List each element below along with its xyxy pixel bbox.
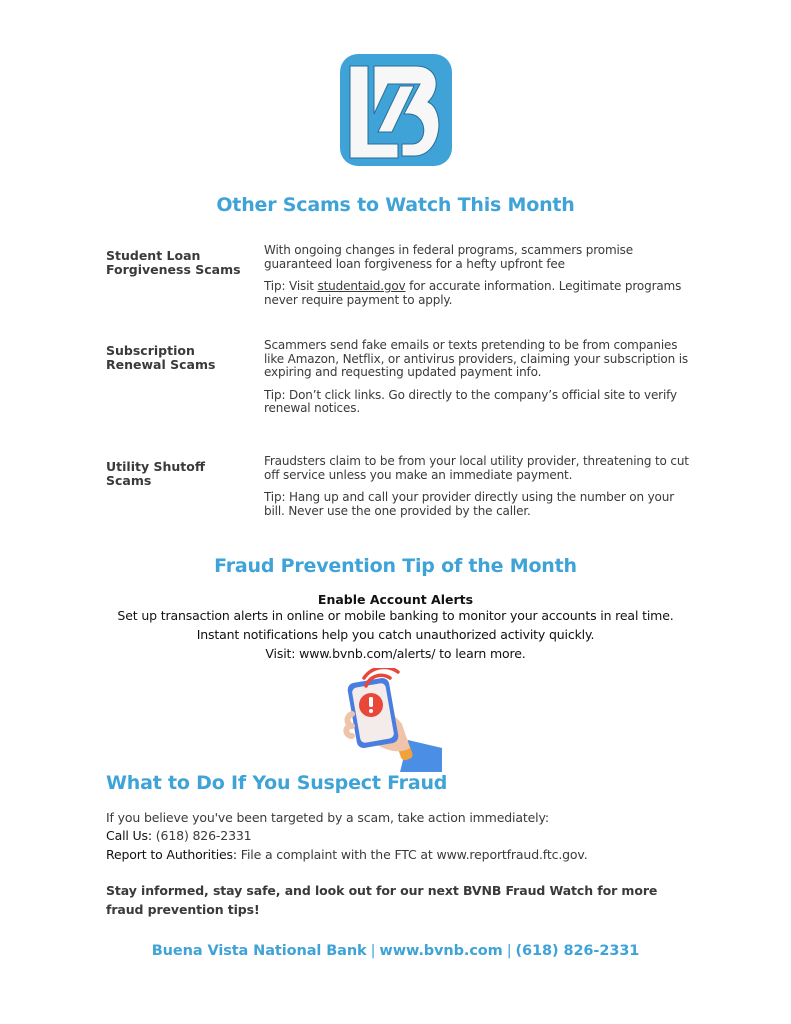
scam-label (106, 249, 256, 277)
footer-separator: | (506, 943, 512, 959)
scam-body (264, 339, 694, 425)
scam-description: Fraudsters claim to be from your local utility provider, threatening to cut off service unless you make an immediate payment. (264, 454, 689, 482)
scam-tip: Tip: Don’t click links. Go directly to the company’s official site to verify renewal notices. (264, 387, 677, 415)
studentaid-link[interactable]: studentaid.gov (317, 279, 406, 293)
scam-tip (264, 280, 694, 307)
scam-label-line: Utility Shutoff (106, 459, 205, 474)
footer-phone[interactable]: (618) 826-2331 (515, 943, 640, 959)
footer-separator: | (370, 943, 376, 959)
scam-description: With ongoing changes in federal programs, scammers promise guaranteed loan forgiveness for a hefty upfront fee (264, 243, 634, 271)
hand-holding-phone-alert-icon (338, 668, 448, 772)
footer-website[interactable]: www.bvnb.com (379, 943, 503, 959)
call-us-line (106, 828, 251, 843)
closing-message: Stay informed, stay safe, and look out for our next BVNB Fraud Watch for more fraud prevention tips! (106, 883, 658, 917)
report-value: File a complaint with the FTC at www.reportfraud.ftc.gov. (236, 847, 588, 862)
bvnb-logo (338, 52, 454, 168)
report-line (106, 847, 588, 862)
tip-suffix: for accurate information. Legitimate programs never require payment to apply. (264, 279, 682, 307)
scam-tip: Tip: Hang up and call your provider directly using the number on your bill. Never use the one provided by the caller. (264, 490, 674, 518)
tip-line-2: Instant notifications help you catch unauthorized activity quickly. (196, 627, 595, 642)
action-intro: If you believe you've been targeted by a scam, take action immediately: (106, 810, 549, 825)
scam-label (106, 460, 256, 488)
call-us-phone[interactable]: (618) 826-2331 (151, 828, 252, 843)
scam-label-line: Student Loan (106, 248, 201, 263)
tip-line-1: Set up transaction alerts in online or mobile banking to monitor your accounts in real time. (117, 608, 674, 623)
tip-line-3: Visit: www.bvnb.com/alerts/ to learn more. (265, 646, 526, 661)
scam-label-line: Renewal Scams (106, 357, 216, 372)
call-us-label: Call Us: (106, 828, 152, 843)
scam-label (106, 344, 256, 372)
scam-label-line: Forgiveness Scams (106, 262, 241, 277)
tip-prefix: Tip: Visit (264, 279, 318, 293)
scam-label-line: Subscription (106, 343, 195, 358)
scam-description: Scammers send fake emails or texts pretending to be from companies like Amazon, Netflix, or antivirus providers, claiming your subscription is expiring and requesting updated payment info. (264, 338, 689, 379)
scam-body (264, 455, 694, 527)
action-section-title: What to Do If You Suspect Fraud (106, 772, 448, 794)
tip-section-title: Fraud Prevention Tip of the Month (214, 555, 577, 577)
tip-heading: Enable Account Alerts (317, 592, 474, 607)
report-label: Report to Authorities: (106, 847, 237, 862)
scams-section-title: Other Scams to Watch This Month (216, 194, 575, 216)
footer-bank-name: Buena Vista National Bank (151, 943, 367, 959)
scam-body (264, 244, 694, 316)
footer (0, 943, 791, 959)
scam-label-line: Scams (106, 473, 152, 488)
